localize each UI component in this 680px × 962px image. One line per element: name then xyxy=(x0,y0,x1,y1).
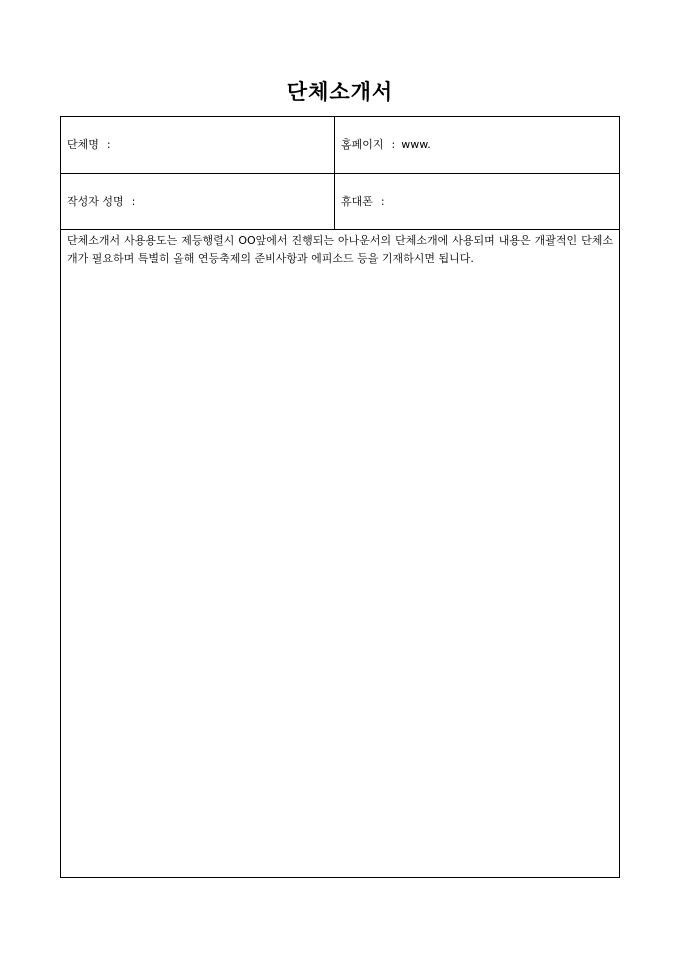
introduction-instructions: 단체소개서 사용용도는 제등행렬시 OO앞에서 진행되는 아나운서의 단체소개에 사용되며 내용은 개괄적인 단체소개가 필요하며 특별히 올해 연등축제의 준비사항과 에피소드 등을 기재하시면 됩니다. xyxy=(67,234,613,265)
homepage-label: 홈페이지 xyxy=(341,138,384,151)
mobile-label: 휴대폰 xyxy=(341,194,373,208)
form-row-contact xyxy=(61,174,619,230)
document-title: 단체소개서 xyxy=(286,79,394,104)
mobile-separator: : xyxy=(380,194,385,208)
author-name-field[interactable] xyxy=(61,174,335,229)
org-name-field[interactable] xyxy=(61,117,335,173)
author-name-separator: : xyxy=(131,194,136,208)
form-row-org xyxy=(61,117,619,174)
org-name-separator: : xyxy=(106,138,111,151)
homepage-value[interactable]: www. xyxy=(401,138,431,151)
homepage-field[interactable] xyxy=(335,117,619,173)
author-name-label: 작성자 성명 xyxy=(67,194,124,208)
mobile-field[interactable] xyxy=(335,174,619,229)
homepage-separator: : xyxy=(391,138,396,151)
org-name-label: 단체명 xyxy=(67,138,99,151)
form-table xyxy=(60,116,620,878)
introduction-body-field[interactable] xyxy=(61,230,619,877)
